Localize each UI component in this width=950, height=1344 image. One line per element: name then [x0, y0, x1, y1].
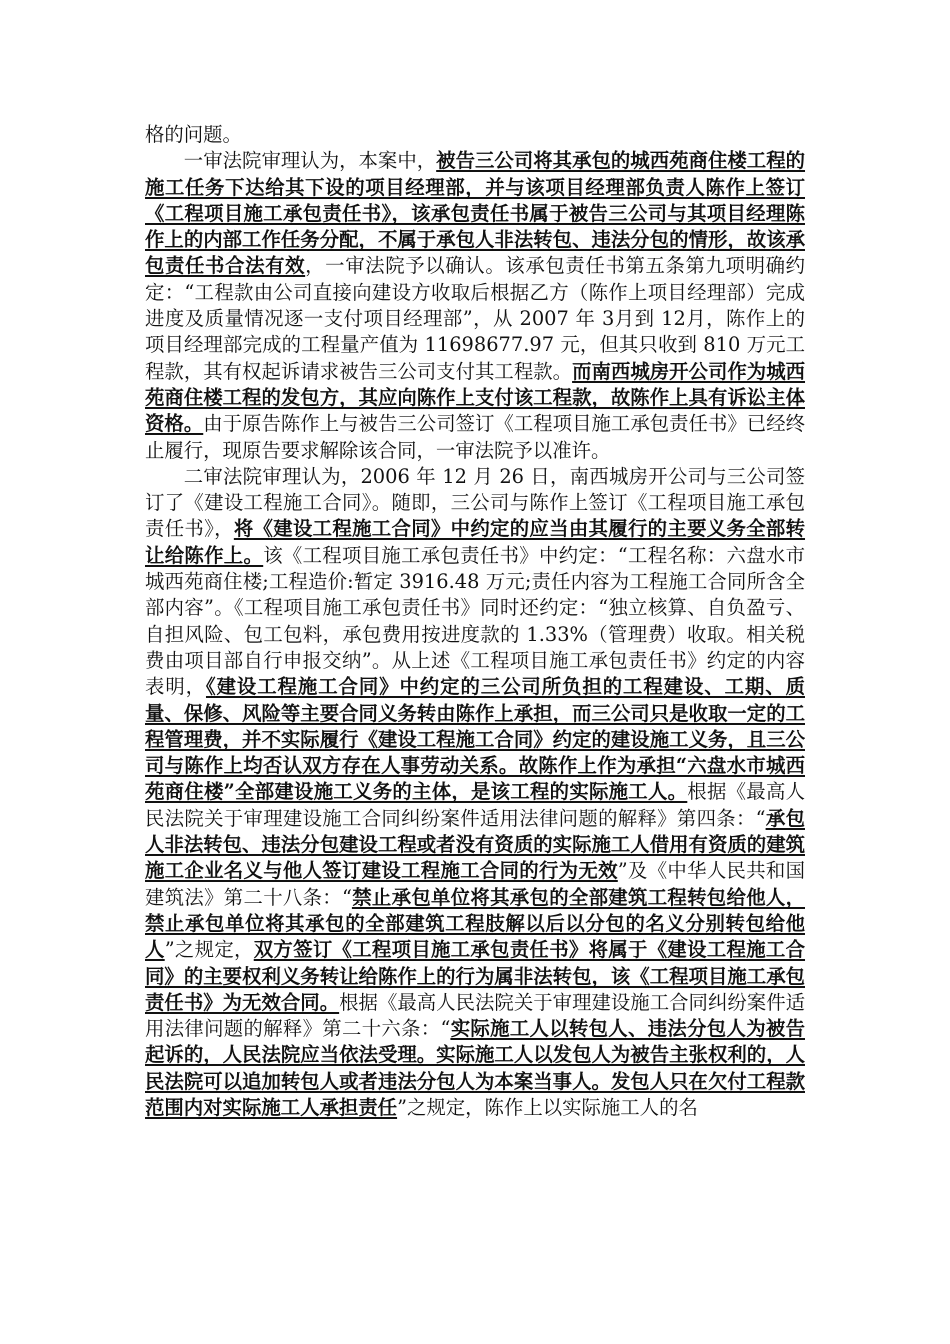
- text-segment: ”及《中华人民共和国建筑法》第二十八条：“: [145, 859, 806, 909]
- highlighted-text-segment: 而南西城房开公司作为城西苑商住楼工程的发包方，其应向陈作上支付该工程款，故陈作上具有诉讼主体资格。: [145, 359, 806, 436]
- text-segment: 二审法院审理认为，2006 年 12 月 26 日，南西城房开公司与三公司签订了《建设工程施工合同》。随即，三公司与陈作上签订《工程项目施工承包责任书》，: [145, 464, 805, 541]
- text-segment: 该《工程项目施工承包责任书》中约定：“工程名称：六盘水市城西苑商住楼;工程造价:暂定 3916.48 万元;责任内容为工程施工合同所含全部内容”。《工程项目施工承包责任书》同时还约定：“独立核算、自负盈亏、自担风险、包工包料，承包费用按进度款的 1.33%（管理费）收取。相关税费由项目部自行申报交纳”。从上述《工程项目施工承包责任书》约定的内容表明，: [145, 543, 805, 699]
- paragraph-first-instance-ruling: [145, 148, 805, 464]
- highlighted-text-segment: 禁止承包单位将其承包的全部建筑工程转包给他人，禁止承包单位将其承包的全部建筑工程肢解以后以分包的名义分别转包给他人: [145, 885, 805, 962]
- highlighted-text-segment: 双方签订《工程项目施工承包责任书》将属于《建设工程施工合同》的主要权利义务转让给陈作上的行为属非法转包，该《工程项目施工承包责任书》为无效合同。: [145, 938, 806, 1014]
- text-segment: ，一审法院予以确认。该承包责任书第五条第九项明确约定：“工程款由公司直接向建设方收取后根据乙方（陈作上项目经理部）完成进度及质量情况逐一支付项目经理部”，从 2007 年 3月到 12月，陈作上的项目经理部完成的工程量产值为 11698677.97 元，但其只收到 810 万元工程款，其有权起诉请求被告三公司支付其工程款。: [145, 254, 806, 383]
- highlighted-text-segment: 承包人非法转包、违法分包建设工程或者没有资质的实际施工人借用有资质的建筑施工企业名义与他人签订建设工程施工合同的行为无效: [145, 806, 805, 883]
- text-segment: 一审法院审理认为，本案中，: [183, 149, 437, 173]
- text-segment: ”之规定，: [164, 938, 254, 962]
- text-segment: 格的问题。: [145, 123, 242, 146]
- highlighted-text-segment: 《建设工程施工合同》中约定的三公司所负担的工程建设、工期、质量、保修、风险等主要合同义务转由陈作上承担，而三公司只是收取一定的工程管理费，并不实际履行《建设工程施工合同》约定的建设施工义务，且三公司与陈作上均否认双方存在人事劳动关系。故陈作上作为承担“六盘水市城西苑商住楼”全部建设施工义务的主体，是该工程的实际施工人。: [145, 675, 805, 804]
- paragraph-second-instance-ruling: [145, 464, 805, 1121]
- text-segment: 根据《最高人民法院关于审理建设施工合同纠纷案件适用法律问题的解释》第二十六条：“: [145, 990, 805, 1041]
- highlighted-text-segment: 被告三公司将其承包的城西苑商住楼工程的施工任务下达给其下设的项目经理部，并与该项目经理部负责人陈作上签订《工程项目施工承包责任书》，该承包责任书属于被告三公司与其项目经理陈作上的内部工作任务分配，不属于承包人非法转包、违法分包的情形，故该承包责任书合法有效: [145, 149, 806, 278]
- text-segment: ”之规定，陈作上以实际施工人的名: [397, 1095, 698, 1119]
- highlighted-text-segment: 实际施工人以转包人、违法分包人为被告起诉的，人民法院应当依法受理。实际施工人以发包人为被告主张权利的，人民法院可以追加转包人或者违法分包人为本案当事人。发包人只在欠付工程款范围内对实际施工人承担责任: [145, 1017, 805, 1119]
- text-segment: 根据《最高人民法院关于审理建设施工合同纠纷案件适用法律问题的解释》第四条：“: [145, 780, 805, 830]
- document-page: [145, 122, 805, 1121]
- paragraph-continuation: [145, 122, 805, 148]
- text-segment: 由于原告陈作上与被告三公司签订《工程项目施工承包责任书》已经终止履行，现原告要求解除该合同，一审法院予以准许。: [145, 412, 806, 462]
- highlighted-text-segment: 将《建设工程施工合同》中约定的应当由其履行的主要义务全部转让给陈作上。: [145, 517, 806, 567]
